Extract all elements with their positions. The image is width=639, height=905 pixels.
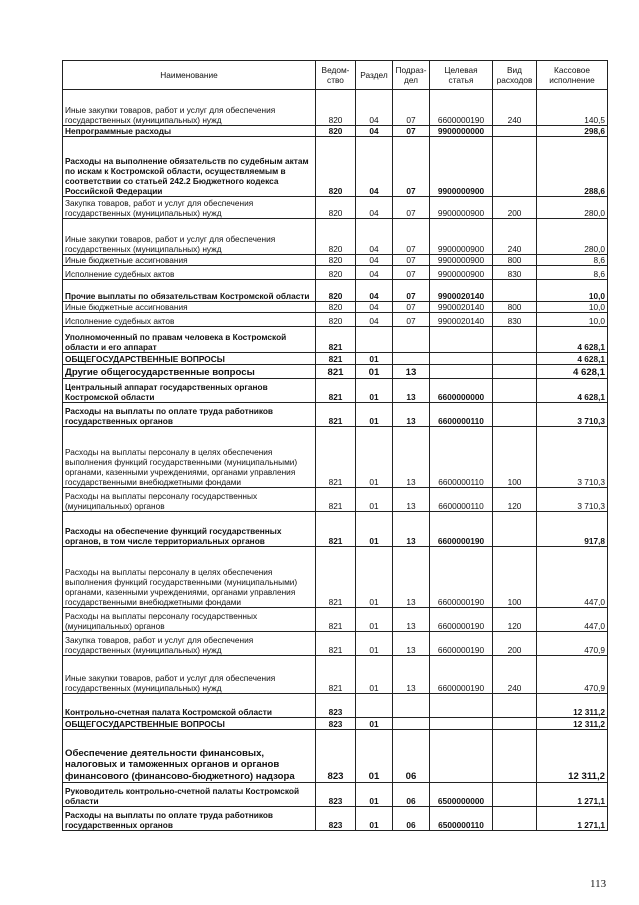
- cell-department: 821: [316, 353, 356, 365]
- cell-name: Иные закупки товаров, работ и услуг для обеспечения государственных (муниципальных) нужд: [63, 90, 316, 126]
- cell-cash-execution: 288,6: [537, 137, 608, 197]
- cell-target-item: 6600000110: [430, 488, 493, 512]
- cell-target-item: 9900000900: [430, 219, 493, 255]
- cell-target-item: 9900000900: [430, 255, 493, 266]
- cell-name: Другие общегосударственные вопросы: [63, 365, 316, 379]
- table-row: [63, 90, 608, 126]
- cell-expense-type: [493, 353, 537, 365]
- cell-name: Расходы на выплаты персоналу в целях обеспечения выполнения функций государственными (муниципальными) органами, казенными учреждениями, органами управления государственными внебюджетными фондами: [63, 547, 316, 608]
- column-header-target-item: Целевая статья: [430, 61, 493, 90]
- table-row: [63, 403, 608, 427]
- cell-cash-execution: 280,0: [537, 219, 608, 255]
- cell-target-item: 6600000110: [430, 427, 493, 488]
- cell-subsection: 07: [393, 266, 430, 280]
- table-row: [63, 219, 608, 255]
- cell-target-item: 6600000190: [430, 512, 493, 547]
- cell-department: 823: [316, 718, 356, 730]
- cell-name: Исполнение судебных актов: [63, 266, 316, 280]
- cell-section: 04: [356, 255, 393, 266]
- cell-cash-execution: 447,0: [537, 547, 608, 608]
- cell-cash-execution: 298,6: [537, 126, 608, 137]
- cell-name: Уполномоченный по правам человека в Костромской области и его аппарат: [63, 327, 316, 353]
- cell-target-item: 6600000190: [430, 608, 493, 632]
- cell-target-item: 9900020140: [430, 302, 493, 313]
- cell-department: 820: [316, 219, 356, 255]
- table-row: [63, 730, 608, 783]
- cell-department: 820: [316, 302, 356, 313]
- cell-subsection: 06: [393, 783, 430, 807]
- table-row: [63, 353, 608, 365]
- cell-department: 823: [316, 807, 356, 831]
- cell-subsection: 07: [393, 280, 430, 302]
- table-row: [63, 694, 608, 718]
- cell-target-item: [430, 694, 493, 718]
- cell-department: 820: [316, 313, 356, 327]
- cell-name: Прочие выплаты по обязательствам Костромской области: [63, 280, 316, 302]
- cell-name: Закупка товаров, работ и услуг для обеспечения государственных (муниципальных) нужд: [63, 632, 316, 656]
- cell-section: 04: [356, 90, 393, 126]
- cell-department: 821: [316, 656, 356, 694]
- cell-subsection: 07: [393, 302, 430, 313]
- cell-target-item: 6600000000: [430, 379, 493, 403]
- cell-subsection: [393, 718, 430, 730]
- table-row: [63, 126, 608, 137]
- cell-cash-execution: 280,0: [537, 197, 608, 219]
- cell-target-item: 6500000000: [430, 783, 493, 807]
- cell-section: 01: [356, 547, 393, 608]
- cell-section: 04: [356, 313, 393, 327]
- cell-name: Иные бюджетные ассигнования: [63, 302, 316, 313]
- cell-department: 821: [316, 488, 356, 512]
- cell-expense-type: [493, 327, 537, 353]
- cell-expense-type: 100: [493, 547, 537, 608]
- cell-name: Руководитель контрольно-счетной палаты Костромской области: [63, 783, 316, 807]
- cell-subsection: 07: [393, 219, 430, 255]
- cell-section: 01: [356, 632, 393, 656]
- cell-expense-type: 200: [493, 197, 537, 219]
- table-row: [63, 427, 608, 488]
- cell-expense-type: [493, 365, 537, 379]
- cell-section: 01: [356, 353, 393, 365]
- cell-name: Расходы на выплаты персоналу государственных (муниципальных) органов: [63, 608, 316, 632]
- cell-department: 821: [316, 547, 356, 608]
- cell-name: ОБЩЕГОСУДАРСТВЕННЫЕ ВОПРОСЫ: [63, 718, 316, 730]
- cell-target-item: 6600000190: [430, 656, 493, 694]
- cell-cash-execution: 917,8: [537, 512, 608, 547]
- cell-cash-execution: 140,5: [537, 90, 608, 126]
- cell-name: Расходы на выполнение обязательств по судебным актам по искам к Костромской области, осуществляемым в соответствии со статьей 242.2 Бюджетного кодекса Российской Федерации: [63, 137, 316, 197]
- cell-target-item: 6500000110: [430, 807, 493, 831]
- cell-expense-type: [493, 694, 537, 718]
- cell-target-item: 9900020140: [430, 313, 493, 327]
- cell-cash-execution: 4 628,1: [537, 365, 608, 379]
- cell-subsection: [393, 353, 430, 365]
- cell-expense-type: 240: [493, 219, 537, 255]
- cell-subsection: 06: [393, 807, 430, 831]
- cell-department: 820: [316, 280, 356, 302]
- cell-expense-type: 800: [493, 255, 537, 266]
- cell-department: 821: [316, 403, 356, 427]
- column-header-cash-execution: Кассовое исполнение: [537, 61, 608, 90]
- column-header-subsection: Подраз-дел: [393, 61, 430, 90]
- cell-section: 01: [356, 379, 393, 403]
- column-header-department: Ведом-ство: [316, 61, 356, 90]
- cell-subsection: 13: [393, 379, 430, 403]
- cell-department: 821: [316, 632, 356, 656]
- cell-cash-execution: 4 628,1: [537, 379, 608, 403]
- cell-subsection: 07: [393, 90, 430, 126]
- cell-section: 01: [356, 783, 393, 807]
- cell-target-item: [430, 327, 493, 353]
- cell-name: Иные закупки товаров, работ и услуг для обеспечения государственных (муниципальных) нужд: [63, 656, 316, 694]
- cell-target-item: 6600000190: [430, 90, 493, 126]
- cell-name: Расходы на выплаты персоналу государственных (муниципальных) органов: [63, 488, 316, 512]
- cell-section: 01: [356, 512, 393, 547]
- cell-cash-execution: 10,0: [537, 302, 608, 313]
- cell-cash-execution: 4 628,1: [537, 327, 608, 353]
- cell-target-item: 9900000900: [430, 266, 493, 280]
- cell-section: 04: [356, 219, 393, 255]
- cell-cash-execution: 1 271,1: [537, 807, 608, 831]
- cell-subsection: 07: [393, 126, 430, 137]
- cell-name: Расходы на выплаты персоналу в целях обеспечения выполнения функций государственными (муниципальными) органами, казенными учреждениями, органами управления государственными внебюджетными фондами: [63, 427, 316, 488]
- cell-department: 820: [316, 126, 356, 137]
- cell-name: Иные бюджетные ассигнования: [63, 255, 316, 266]
- cell-target-item: [430, 718, 493, 730]
- table-row: [63, 327, 608, 353]
- cell-target-item: [430, 730, 493, 783]
- cell-subsection: 07: [393, 255, 430, 266]
- cell-cash-execution: 12 311,2: [537, 694, 608, 718]
- cell-expense-type: 120: [493, 608, 537, 632]
- cell-subsection: 07: [393, 197, 430, 219]
- cell-subsection: 13: [393, 403, 430, 427]
- table-row: [63, 488, 608, 512]
- cell-cash-execution: 3 710,3: [537, 488, 608, 512]
- cell-cash-execution: 8,6: [537, 255, 608, 266]
- cell-department: 820: [316, 266, 356, 280]
- table-row: [63, 266, 608, 280]
- budget-execution-table: [62, 60, 608, 831]
- table-row: [63, 255, 608, 266]
- cell-subsection: 13: [393, 365, 430, 379]
- cell-target-item: 6600000190: [430, 547, 493, 608]
- cell-section: 01: [356, 730, 393, 783]
- cell-department: 823: [316, 694, 356, 718]
- cell-expense-type: 100: [493, 427, 537, 488]
- cell-expense-type: [493, 126, 537, 137]
- cell-expense-type: 800: [493, 302, 537, 313]
- cell-cash-execution: 3 710,3: [537, 427, 608, 488]
- cell-subsection: [393, 327, 430, 353]
- table-row: [63, 512, 608, 547]
- cell-section: 01: [356, 656, 393, 694]
- cell-department: 820: [316, 137, 356, 197]
- cell-department: 823: [316, 730, 356, 783]
- cell-department: 821: [316, 379, 356, 403]
- cell-expense-type: [493, 512, 537, 547]
- table-row: [63, 197, 608, 219]
- cell-cash-execution: 8,6: [537, 266, 608, 280]
- cell-expense-type: 830: [493, 313, 537, 327]
- cell-expense-type: [493, 807, 537, 831]
- cell-cash-execution: 470,9: [537, 656, 608, 694]
- table-row: [63, 783, 608, 807]
- cell-subsection: [393, 694, 430, 718]
- cell-target-item: 6600000190: [430, 632, 493, 656]
- cell-target-item: 9900020140: [430, 280, 493, 302]
- table-row: [63, 280, 608, 302]
- cell-section: 04: [356, 197, 393, 219]
- cell-section: 01: [356, 403, 393, 427]
- cell-section: 01: [356, 427, 393, 488]
- cell-cash-execution: 4 628,1: [537, 353, 608, 365]
- cell-department: 821: [316, 608, 356, 632]
- cell-name: Расходы на выплаты по оплате труда работников государственных органов: [63, 403, 316, 427]
- cell-subsection: 13: [393, 488, 430, 512]
- table-row: [63, 302, 608, 313]
- cell-expense-type: 120: [493, 488, 537, 512]
- cell-subsection: 13: [393, 632, 430, 656]
- table-row: [63, 313, 608, 327]
- cell-department: 823: [316, 783, 356, 807]
- cell-department: 821: [316, 427, 356, 488]
- table-row: [63, 656, 608, 694]
- cell-target-item: [430, 365, 493, 379]
- cell-name: Контрольно-счетная палата Костромской области: [63, 694, 316, 718]
- table-row: [63, 807, 608, 831]
- cell-subsection: 07: [393, 313, 430, 327]
- cell-department: 821: [316, 512, 356, 547]
- cell-name: Обеспечение деятельности финансовых, налоговых и таможенных органов и органов финансового (финансово-бюджетного) надзора: [63, 730, 316, 783]
- cell-section: [356, 694, 393, 718]
- cell-department: 821: [316, 365, 356, 379]
- cell-target-item: [430, 353, 493, 365]
- cell-target-item: 9900000000: [430, 126, 493, 137]
- column-header-expense-type: Вид расходов: [493, 61, 537, 90]
- table-row: [63, 137, 608, 197]
- cell-department: 820: [316, 255, 356, 266]
- column-header-name: Наименование: [63, 61, 316, 90]
- cell-section: 04: [356, 302, 393, 313]
- cell-name: Непрограммные расходы: [63, 126, 316, 137]
- cell-section: 04: [356, 126, 393, 137]
- cell-section: 01: [356, 365, 393, 379]
- table-row: [63, 379, 608, 403]
- cell-expense-type: [493, 718, 537, 730]
- cell-expense-type: [493, 280, 537, 302]
- cell-expense-type: [493, 379, 537, 403]
- cell-name: Иные закупки товаров, работ и услуг для обеспечения государственных (муниципальных) нужд: [63, 219, 316, 255]
- page-number: 113: [590, 878, 607, 890]
- cell-cash-execution: 3 710,3: [537, 403, 608, 427]
- cell-section: 04: [356, 266, 393, 280]
- cell-expense-type: [493, 783, 537, 807]
- cell-target-item: 6600000110: [430, 403, 493, 427]
- cell-expense-type: [493, 730, 537, 783]
- table-row: [63, 718, 608, 730]
- cell-subsection: 13: [393, 427, 430, 488]
- cell-expense-type: [493, 403, 537, 427]
- cell-subsection: 13: [393, 547, 430, 608]
- cell-subsection: 06: [393, 730, 430, 783]
- cell-expense-type: 240: [493, 656, 537, 694]
- cell-section: 01: [356, 807, 393, 831]
- cell-department: 821: [316, 327, 356, 353]
- table-row: [63, 608, 608, 632]
- cell-name: Расходы на обеспечение функций государственных органов, в том числе территориальных органов: [63, 512, 316, 547]
- cell-expense-type: [493, 137, 537, 197]
- cell-target-item: 9900000900: [430, 137, 493, 197]
- table-row: [63, 547, 608, 608]
- cell-cash-execution: 470,9: [537, 632, 608, 656]
- cell-cash-execution: 447,0: [537, 608, 608, 632]
- cell-cash-execution: 12 311,2: [537, 718, 608, 730]
- cell-department: 820: [316, 197, 356, 219]
- table-header-row: [63, 61, 608, 90]
- cell-section: 01: [356, 488, 393, 512]
- cell-expense-type: 200: [493, 632, 537, 656]
- cell-subsection: 13: [393, 512, 430, 547]
- cell-expense-type: 240: [493, 90, 537, 126]
- cell-subsection: 13: [393, 656, 430, 694]
- cell-cash-execution: 12 311,2: [537, 730, 608, 783]
- cell-cash-execution: 10,0: [537, 280, 608, 302]
- cell-department: 820: [316, 90, 356, 126]
- cell-name: Исполнение судебных актов: [63, 313, 316, 327]
- cell-subsection: 07: [393, 137, 430, 197]
- cell-target-item: 9900000900: [430, 197, 493, 219]
- cell-name: Закупка товаров, работ и услуг для обеспечения государственных (муниципальных) нужд: [63, 197, 316, 219]
- cell-expense-type: 830: [493, 266, 537, 280]
- cell-cash-execution: 10,0: [537, 313, 608, 327]
- table-row: [63, 365, 608, 379]
- column-header-section: Раздел: [356, 61, 393, 90]
- table-row: [63, 632, 608, 656]
- cell-section: 01: [356, 608, 393, 632]
- cell-name: Центральный аппарат государственных органов Костромской области: [63, 379, 316, 403]
- cell-section: 04: [356, 280, 393, 302]
- cell-section: [356, 327, 393, 353]
- cell-name: Расходы на выплаты по оплате труда работников государственных органов: [63, 807, 316, 831]
- cell-name: ОБЩЕГОСУДАРСТВЕННЫЕ ВОПРОСЫ: [63, 353, 316, 365]
- cell-subsection: 13: [393, 608, 430, 632]
- cell-section: 04: [356, 137, 393, 197]
- table-body: [63, 90, 608, 831]
- cell-section: 01: [356, 718, 393, 730]
- cell-cash-execution: 1 271,1: [537, 783, 608, 807]
